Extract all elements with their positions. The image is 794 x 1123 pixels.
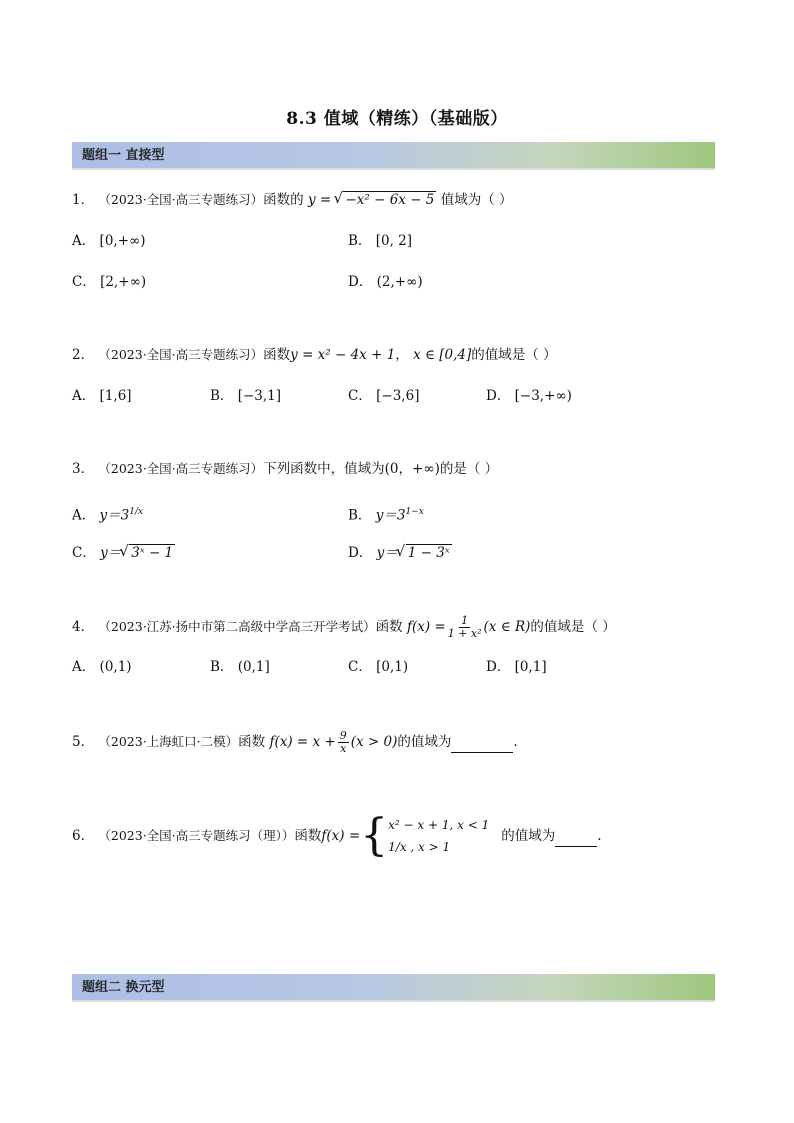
option-c[interactable]: C． [0,1): [348, 659, 409, 675]
question-text-end: 值域为（ ）: [440, 192, 513, 208]
question-6: 6． （2023·全国·高三专题练习（理）） 函数 f(x) = { x² − x + 1, x < 1 1/x , x > 1 的值域为 .: [72, 810, 602, 861]
option-b[interactable]: B． $y=3^{1-x}$: [348, 507, 424, 524]
option-a[interactable]: A． [0,+∞): [72, 233, 146, 249]
answer-blank[interactable]: [555, 826, 597, 847]
option-a[interactable]: A． (0,1): [72, 659, 132, 675]
formula-domain: x ∈ [0,4]: [413, 347, 472, 363]
formula-condition: (x ∈ R): [483, 619, 531, 635]
question-source: （2023·上海虹口·二模）: [98, 734, 239, 749]
question-text: 函数: [375, 619, 403, 635]
formula-fraction: $\frac{9}{x}$: [339, 729, 347, 755]
question-text: 函数的: [263, 192, 304, 208]
option-a[interactable]: A． $y=3^{1/x}$: [72, 507, 144, 524]
option-d[interactable]: D． y＝√ 1 − 3ˣ: [348, 543, 452, 563]
question-number: 2．: [72, 347, 95, 363]
formula-lhs: f(x) =: [321, 828, 361, 844]
answer-blank[interactable]: [451, 732, 513, 753]
formula-radicand: −x² − 6x − 5: [345, 192, 435, 208]
question-number: 5．: [72, 734, 95, 750]
option-c[interactable]: C． [−3,6]: [348, 388, 420, 404]
question-number: 1．: [72, 192, 95, 208]
option-b[interactable]: B． [−3,1]: [210, 388, 282, 404]
section-header-group1: 题组一 直接型: [72, 142, 715, 170]
question-source: （2023·全国·高三专题练习）: [98, 347, 264, 362]
question-number: 6．: [72, 828, 95, 844]
question-text: 下列函数中，值域为(0，+∞)的是（ ）: [263, 461, 499, 477]
option-c[interactable]: C． [2,+∞): [72, 274, 147, 290]
option-b[interactable]: B． (0,1]: [210, 659, 270, 675]
question-text: 函数: [294, 828, 322, 844]
question-5: 5． （2023·上海虹口·二模）函数 f(x) = x + $\frac{9}{x}$ (x > 0)的值域为 .: [72, 729, 518, 755]
option-d[interactable]: D． (2,+∞): [348, 274, 423, 290]
question-source: （2023·全国·高三专题练习）: [98, 192, 264, 207]
piecewise-brace: {: [360, 810, 389, 861]
question-text: 函数: [263, 347, 291, 363]
question-text-end: 的值域为: [501, 828, 556, 844]
formula-lhs: y =: [307, 192, 332, 208]
page-title: 8.3 值域（精练）（基础版）: [286, 109, 508, 129]
question-text-end: 的值域是（ ）: [471, 347, 557, 363]
formula-sqrt: [335, 190, 436, 210]
section-header-group2: 题组二 换元型: [72, 974, 715, 1002]
option-d[interactable]: D． [0,1]: [486, 659, 547, 675]
piecewise-cases: [388, 814, 489, 858]
formula-lhs: f(x) =: [406, 619, 446, 635]
question-text: 函数: [238, 734, 266, 750]
piece-2: 1/x , x > 1: [388, 840, 451, 854]
formula: y = x² − 4x + 1: [290, 347, 396, 363]
question-1: [72, 190, 513, 210]
option-d[interactable]: D． [−3,+∞): [486, 388, 572, 404]
option-a[interactable]: A． [1,6]: [72, 388, 132, 404]
formula-lhs: f(x) = x +: [269, 734, 336, 750]
piece-1: x² − x + 1, x < 1: [388, 818, 490, 832]
question-number: 4．: [72, 619, 95, 635]
question-number: 3．: [72, 461, 95, 477]
question-source: （2023·全国·高三专题练习）: [98, 461, 264, 476]
question-4: [72, 615, 616, 640]
question-text-end: 的值域是（ ）: [530, 619, 616, 635]
formula-condition: (x > 0): [350, 734, 398, 750]
option-c[interactable]: C． y＝√ 3ˣ − 1: [72, 543, 175, 563]
question-source: （2023·江苏·扬中市第二高级中学高三开学考试）: [98, 619, 376, 634]
question-3: [72, 459, 498, 479]
question-2: 2． （2023·全国·高三专题练习）函数y = x² − 4x + 1， x ∈ [0,4]的值域是（ ）: [72, 347, 557, 363]
option-b[interactable]: B． [0, 2]: [348, 233, 413, 249]
question-text-end: 的值域为: [397, 734, 452, 750]
formula-fraction: $\frac{1}{\text{1 + x²}}$: [447, 614, 482, 640]
question-source: （2023·全国·高三专题练习（理））: [98, 828, 295, 843]
